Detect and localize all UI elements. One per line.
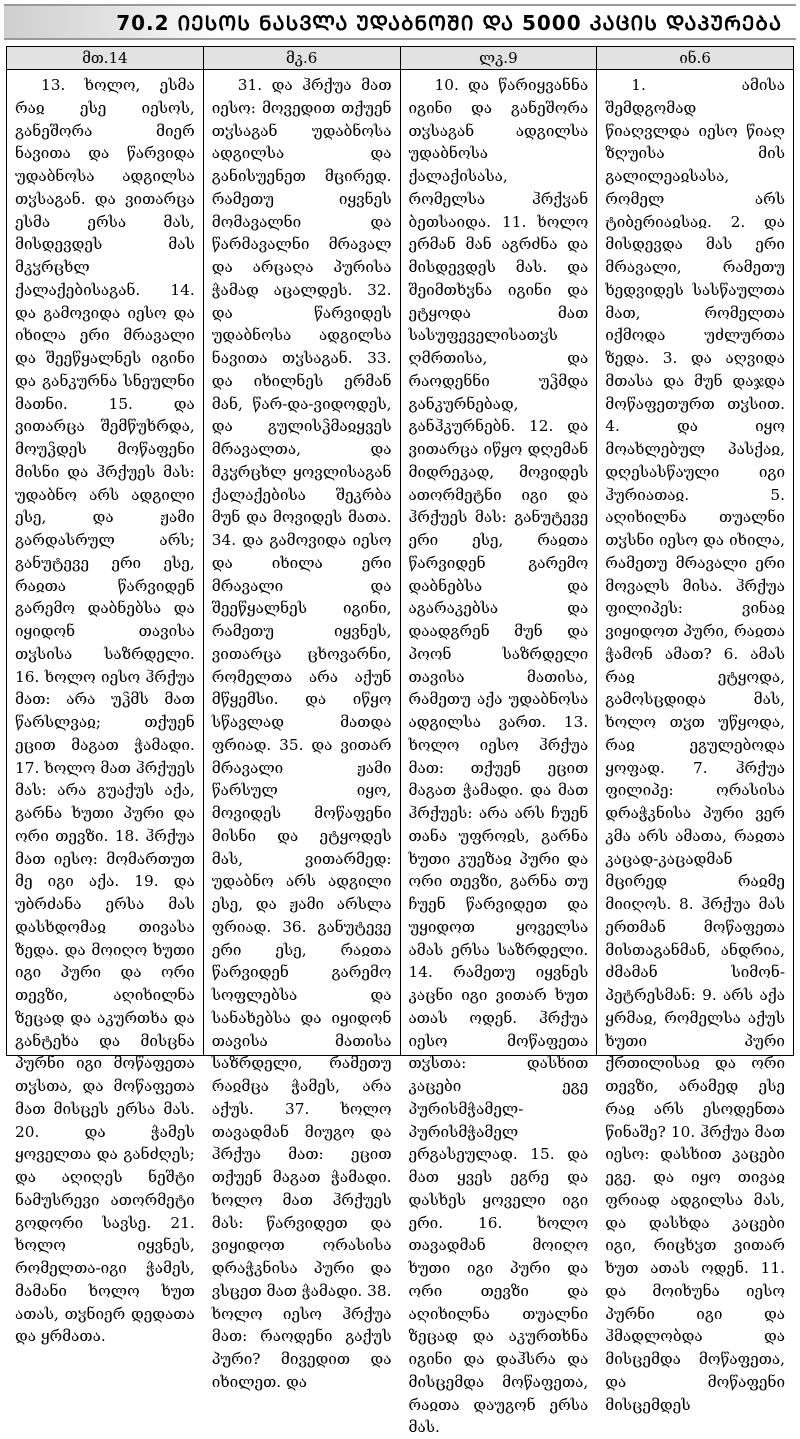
column-header-mark: მკ.6	[204, 47, 400, 70]
section-title: 70.2 ᲘᲔᲡᲝᲡ ᲜᲐᲡᲕᲚᲐ ᲣᲓᲐᲑᲜᲝᲨᲘ ᲓᲐ 5000 ᲙᲐᲪᲘᲡ ᲓᲐᲞᲣᲠᲔᲑᲐ	[116, 10, 782, 35]
gospel-synopsis-table	[6, 46, 794, 1437]
column-text-matthew: 13. ხოლო, ესმა რაჲ ესე იესოს, განეშორა მიერ ნავითა და წარვიდა უდაბნოსა ადგილსა თჳსაგან. და ვითარცა ესმა ერსა მას, მისდევდეს მას მკჳრცხლ ქალაქებისაგან. 14. და გამოვიდა იესო და იხილა ერი მრავალი და შეეწყალნეს იგინი და განკურნა სნეულნი მათნი. 15. და ვითარცა შემწუხრდა, მოუჴდეს მოწაფენი მისნი და ჰრქუეს მას: უდაბნო არს ადგილი ესე, და ჟამი გარდასრულ არს; განუტევე ერი ესე, რაჲთა წარვიდენ გარემო დაბნებსა და იყიდონ თავისა თჳსისა საზრდელი. 16. ხოლო იესო ჰრქუა მათ: არა უჴმს მათ წარსლვაჲ; თქუენ ეცით მაგათ ჭამადი. 17. ხოლო მათ ჰრქუეს მას: არა გუაქუს აქა, გარნა ხუთი პური და ორი თევზი. 18. ჰრქუა მათ იესო: მომართუთ მე იგი აქა. 19. და უბრძანა ერსა მას დასხდომაჲ თივასა ზედა. და მოიღო ხუთი იგი პური და ორი თევზი, აღიხილნა ზეცად და აკურთხა და განტეხა და მისცნა პურნი იგი მოწაფეთა თჳსთა, და მოწაფეთა მათ მისცეს ერსა მას. 20. და ჭამეს ყოველთა და განძღეს; და აღიღეს ნეშტი ნამუსრევი ათორმეტი გოდორი სავსე. 21. ხოლო იყვნეს, რომელთა-იგი ჭამეს, მამანი ხოლო ხუთ ათას, თჳნიერ დედათა და ყრმათა.	[15, 76, 195, 1346]
page-header	[4, 4, 796, 40]
column-header-matthew: მთ.14	[7, 47, 203, 70]
column-text-john: 1. ამისა შემდგომად წიაღვლდა იესო წიაღ ზღუისა მის გალილეაჲსასა, რომელ არს ტიბერიაჲსაჲ. 2. და მისდევდა მას ერი მრავალი, რამეთუ ხედვიდეს სასწაულთა მათ, რომელთა იქმოდა უძლურთა ზედა. 3. და აღვიდა მთასა და მუნ დაჯდა მოწაფეთურთ თჳსით. 4. და იყო მოახლებულ პასქაჲ, დღესასწაული იგი ჰურიათაჲ. 5. აღიხილნა თუალნი თჳსნი იესო და იხილა, რამეთუ მრავალი ერი მოვალს მისა. ჰრქუა ფილიპეს: ვინაჲ ვიყიდოთ პური, რაჲთა ჭამონ ამათ? 6. ამას რაჲ ეტყოდა, გამოსცდიდა მას, ხოლო თჳთ უწყოდა, რაჲ ეგულებოდა ყოფად. 7. ჰრქუა ფილიპე: ორასისა დრაჭკნისა პური ვერ კმა არს ამათა, რაჲთა კაცად-კაცადმან მცირედ რაჲმე მიიღოს. 8. ჰრქუა მას ერთმან მოწაფეთა მისთაგანმან, ანდრია, ძმამან სიმონ-პეტრესმან: 9. არს აქა ყრმაჲ, რომელსა აქუს ხუთი პური ქრთილისაჲ და ორი თევზი, არამედ ესე რაჲ არს ესოდენთა წინაშე? 10. ჰრქუა მათ იესო: დასხით კაცები ეგე. და იყო თივაჲ ფრიად ადგილსა მას, და დასხდა კაცები იგი, რიცხჳთ ვითარ ხუთ ათას ოდენ. 11. და მოიხუნა იესო პურნი იგი და ჰმადლობდა და მისცემდა მოწაფეთა, და მოწაფენი მისცემდეს	[605, 76, 785, 1414]
column-mark	[204, 47, 401, 1391]
column-text-mark: 31. და ჰრქუა მათ იესო: მოვედით თქუენ თჳსაგან უდაბნოსა ადგილსა და განისუენეთ მცირედ. რამეთუ იყვნეს მომავალნი და წარმავალნი მრავალ და არცაღა პურისა ჭამად აცალდეს. 32. და წარვიდეს უდაბნოსა ადგილსა ნავითა თჳსაგან. 33. და იხილნეს ერმან მან, წარ-და-ვიდოდეს, და გულისჴმაჲყვეს მრავალთა, და მკჳრცხლ ყოვლისაგან ქალაქებისა შეკრბა მუნ და მოვიდეს მათა. 34. და გამოვიდა იესო და იხილა ერი მრავალი და შეეწყალნეს იგინი, რამეთუ იყვნეს, ვითარცა ცხოვარნი, რომელთა არა აქუნ მწყემსი. და იწყო სწავლად მათდა ფრიად. 35. და ვითარ მრავალი ჟამი წარსულ იყო, მოვიდეს მოწაფენი მისნი და ეტყოდეს მას, ვითარმედ: უდაბნო არს ადგილი ესე, და ჟამი არსლა ფრიად. 36. განუტევე ერი ესე, რაჲთა წარვიდენ გარემო სოფლებსა და სანახებსა და იყიდონ თავისა მათისა საზრდელი, რამეთუ რაჲმცა ჭამეს, არა აქუს. 37. ხოლო თავადმან მიუგო და ჰრქუა მათ: ეცით თქუენ მაგათ ჭამადი. ხოლო მათ ჰრქუეს მას: წარვიდეთ და ვიყიდოთ ორასისა დრაჭკნისა პური და ვსცეთ მათ ჭამადი. 38. ხოლო იესო ჰრქუა მათ: რაოდენი გაქუს პური? მივედით და იხილეთ. და	[211, 76, 392, 1391]
column-luke	[401, 47, 598, 1437]
column-john	[597, 47, 793, 1414]
column-text-luke: 10. და წარიყვანნა იგინი და განეშორა თჳსაგან ადგილსა უდაბნოსა ქალაქისასა, რომელსა ჰრქჳან ბეთსაიდა. 11. ხოლო ერმან მან აგრძნა და მისდევდეს მას. და შეიმთხჳნა იგინი და ეტყოდა მათ სასუფეველისათჳს ღმრთისა, და რაოდენნი უჴმდა განკურნებად, განჰკურნებნ. 12. და ვითარცა იწყო დღემან მიდრეკად, მოვიდეს ათორმეტნი იგი და ჰრქუეს მას: განუტევე ერი ესე, რაჲთა წარვიდენ გარემო დაბნებსა და აგარაკებსა და დაადგრენ მუნ და პოონ საზრდელი თავისა მათისა, რამეთუ აქა უდაბნოსა ადგილსა ვართ. 13. ხოლო იესო ჰრქუა მათ: თქუენ ეცით მაგათ ჭამადი. და მათ ჰრქუეს: არა არს ჩუენ თანა უფროჲს, გარნა ხუთი კუეზაჲ პური და ორი თევზი, გარნა თუ ჩუენ წარვიდეთ და უყიდოთ ყოველსა ამას ერსა საზრდელი. 14. რამეთუ იყვნეს კაცნი იგი ვითარ ხუთ ათას ოდენ. ჰრქუა იესო მოწაფეთა თჳსთა: დასხით კაცები ეგე პურისმჭამელ-პურისმჭამელ ერგასეულად. 15. და მათ ყვეს ეგრე და დასხეს ყოველი იგი ერი. 16. ხოლო თავადმან მოიღო ხუთი იგი პური და ორი თევზი და აღიხილნა თუალნი ზეცად და აკურთხნა იგინი და დაჰსრა და მისცემდა მოწაფეთა, რაჲთა დაუგონ ერსა მას.	[408, 76, 589, 1437]
column-header-john: ინ.6	[597, 47, 793, 70]
column-header-luke: ლკ.9	[401, 47, 597, 70]
column-matthew	[7, 47, 204, 1346]
